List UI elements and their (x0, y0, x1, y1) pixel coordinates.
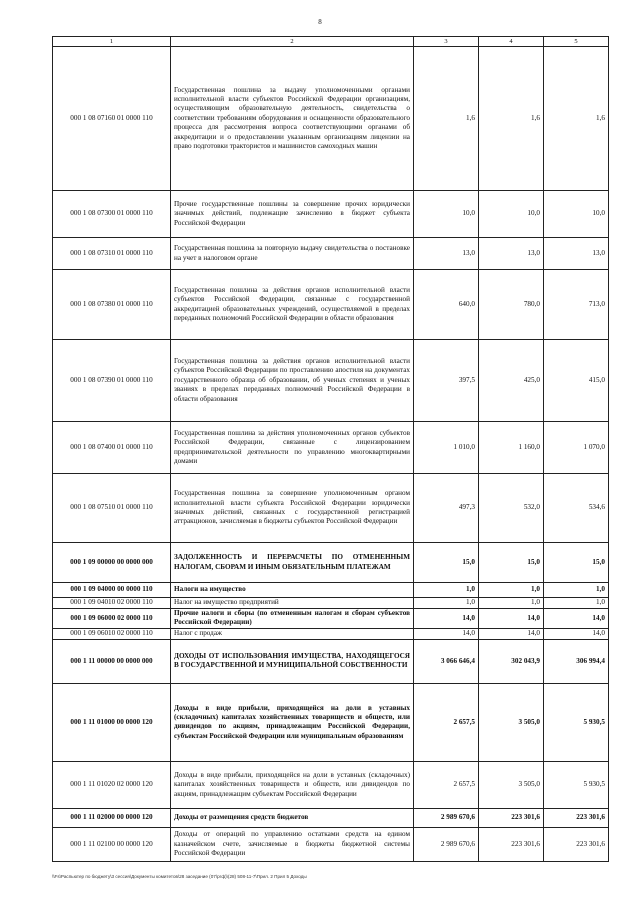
description-cell: Прочие налоги и сборы (по отмененным налогам и сборам субъектов Российской Федерации) (171, 609, 414, 629)
revenue-code-cell: 000 1 11 01020 02 0000 120 (53, 761, 171, 808)
value-cell-col5: 223 301,6 (544, 808, 609, 827)
table-row (53, 270, 609, 340)
revenue-code-cell: 000 1 08 07510 01 0000 110 (53, 474, 171, 543)
revenue-code-cell: 000 1 08 07380 01 0000 110 (53, 270, 171, 340)
table-row (53, 628, 609, 639)
description-cell: Государственная пошлина за выдачу уполномоченными органами исполнительной власти субъектов Российской Федерации организациям, осуществляющим образовательную деятельность, свидетельства о соответствии требованиям оборудования и оснащенности образовательного процесса для рассмотрения вопроса соответствующими органами об аккредитации и о предоставлении указанным организациям лицензии на право подготовки трактористов и машинистов самоходных машин (171, 47, 414, 191)
value-cell-col5: 5 930,5 (544, 761, 609, 808)
value-cell-col5: 1,6 (544, 47, 609, 191)
revenue-code-cell: 000 1 09 04010 02 0000 110 (53, 598, 171, 609)
revenue-code-cell: 000 1 08 07160 01 0000 110 (53, 47, 171, 191)
value-cell-col4: 223 301,6 (479, 808, 544, 827)
value-cell-col4: 302 043,9 (479, 639, 544, 683)
value-cell-col3: 10,0 (414, 191, 479, 238)
value-cell-col4: 13,0 (479, 238, 544, 270)
table-row (53, 827, 609, 861)
description-cell: Государственная пошлина за действия органов исполнительной власти субъектов Российской Федерации, связанные с государственной аккредитацией образовательных учреждений, осуществляемой в пределах переданных полномочий Российской Федерации в области образования (171, 270, 414, 340)
table-row (53, 683, 609, 761)
revenue-code-cell: 000 1 09 06000 02 0000 110 (53, 609, 171, 629)
description-cell: Налог с продаж (171, 628, 414, 639)
revenue-code-cell: 000 1 08 07390 01 0000 110 (53, 340, 171, 422)
value-cell-col3: 14,0 (414, 609, 479, 629)
description-cell: Доходы от размещения средств бюджетов (171, 808, 414, 827)
value-cell-col3: 15,0 (414, 543, 479, 583)
value-cell-col5: 14,0 (544, 628, 609, 639)
table-row (53, 238, 609, 270)
value-cell-col3: 1,6 (414, 47, 479, 191)
revenue-code-cell: 000 1 08 07310 01 0000 110 (53, 238, 171, 270)
table-row (53, 598, 609, 609)
value-cell-col4: 15,0 (479, 543, 544, 583)
value-cell-col3: 2 989 670,6 (414, 808, 479, 827)
description-cell: Доходы в виде прибыли, приходящейся на доли в уставных (складочных) капиталах хозяйственных товариществ и обществ, или дивидендов по акциям, принадлежащим субъектам Российской Федерации (171, 761, 414, 808)
value-cell-col3: 2 657,5 (414, 761, 479, 808)
description-cell: ЗАДОЛЖЕННОСТЬ И ПЕРЕРАСЧЕТЫ ПО ОТМЕНЕННЫМ НАЛОГАМ, СБОРАМ И ИНЫМ ОБЯЗАТЕЛЬНЫМ ПЛАТЕЖАМ (171, 543, 414, 583)
table-row (53, 609, 609, 629)
value-cell-col4: 3 505,0 (479, 761, 544, 808)
value-cell-col3: 640,0 (414, 270, 479, 340)
value-cell-col5: 10,0 (544, 191, 609, 238)
value-cell-col5: 14,0 (544, 609, 609, 629)
description-cell: ДОХОДЫ ОТ ИСПОЛЬЗОВАНИЯ ИМУЩЕСТВА, НАХОДЯЩЕГОСЯ В ГОСУДАРСТВЕННОЙ И МУНИЦИПАЛЬНОЙ СОБСТВЕННОСТИ (171, 639, 414, 683)
description-cell: Государственная пошлина за совершение уполномоченным органом исполнительной власти субъекта Российской Федерации юридически значимых действий, связанных с государственной регистрацией аттракционов, зачисляемая в бюджеты субъектов Российской Федерации (171, 474, 414, 543)
value-cell-col4: 3 505,0 (479, 683, 544, 761)
revenue-code-cell: 000 1 09 00000 00 0000 000 (53, 543, 171, 583)
table-row (53, 808, 609, 827)
column-header: 3 (414, 37, 479, 47)
value-cell-col3: 1 010,0 (414, 422, 479, 474)
description-cell: Налог на имущество предприятий (171, 598, 414, 609)
revenue-code-cell: 000 1 11 02100 00 0000 120 (53, 827, 171, 861)
revenue-code-cell: 000 1 09 04000 00 0000 110 (53, 583, 171, 598)
value-cell-col5: 15,0 (544, 543, 609, 583)
description-cell: Доходы в виде прибыли, приходящейся на доли в уставных (складочных) капиталах хозяйственных товариществ и обществ, или дивидендов по акциям, принадлежащим Российской Федерации, субъектам Российской Федерации или муниципальным образованиям (171, 683, 414, 761)
value-cell-col5: 223 301,6 (544, 827, 609, 861)
value-cell-col4: 1,6 (479, 47, 544, 191)
description-cell: Налоги на имущество (171, 583, 414, 598)
table-row (53, 191, 609, 238)
value-cell-col4: 1,0 (479, 598, 544, 609)
table-row (53, 761, 609, 808)
description-cell: Доходы от операций по управлению остатками средств на едином казначейском счете, зачисляемые в бюджеты бюджетной системы Российской Федерации (171, 827, 414, 861)
value-cell-col3: 2 989 670,6 (414, 827, 479, 861)
value-cell-col4: 425,0 (479, 340, 544, 422)
revenue-code-cell: 000 1 11 00000 00 0000 000 (53, 639, 171, 683)
revenue-code-cell: 000 1 11 02000 00 0000 120 (53, 808, 171, 827)
value-cell-col4: 14,0 (479, 609, 544, 629)
column-header: 4 (479, 37, 544, 47)
revenue-code-cell: 000 1 11 01000 00 0000 120 (53, 683, 171, 761)
table-header-row (53, 37, 609, 47)
value-cell-col3: 3 066 646,4 (414, 639, 479, 683)
value-cell-col4: 1,0 (479, 583, 544, 598)
value-cell-col4: 780,0 (479, 270, 544, 340)
column-header: 2 (171, 37, 414, 47)
description-cell: Прочие государственные пошлины за совершение прочих юридически значимых действий, подлежащие зачислению в бюджет субъекта Российской Федерации (171, 191, 414, 238)
value-cell-col5: 1 070,0 (544, 422, 609, 474)
value-cell-col4: 1 160,0 (479, 422, 544, 474)
description-cell: Государственная пошлина за действия органов исполнительной власти субъектов Российской Федерации по проставлению апостиля на документах государственного образца об образовании, об ученых степенях и ученых званиях в пределах переданных полномочий Российской Федерации в области образования (171, 340, 414, 422)
value-cell-col5: 1,0 (544, 598, 609, 609)
table-row (53, 422, 609, 474)
value-cell-col5: 713,0 (544, 270, 609, 340)
footer-path: \\Fs\Распьютер по бюджету\3 сессия\Документы комитетов\28 заседание (07\ргф)\(28) 508-11-7\Прил. 2 Прил 5 Доходы (52, 874, 307, 879)
value-cell-col3: 1,0 (414, 583, 479, 598)
value-cell-col4: 14,0 (479, 628, 544, 639)
revenue-code-cell: 000 1 08 07400 01 0000 110 (53, 422, 171, 474)
column-header: 1 (53, 37, 171, 47)
table-row (53, 639, 609, 683)
revenue-table (52, 36, 609, 862)
description-cell: Государственная пошлина за повторную выдачу свидетельства о постановке на учет в налоговом органе (171, 238, 414, 270)
value-cell-col5: 415,0 (544, 340, 609, 422)
value-cell-col3: 14,0 (414, 628, 479, 639)
value-cell-col5: 13,0 (544, 238, 609, 270)
description-cell: Государственная пошлина за действия уполномоченных органов субъектов Российской Федерации, связанные с лицензированием предпринимательской деятельности по управлению многоквартирными домами (171, 422, 414, 474)
value-cell-col3: 497,3 (414, 474, 479, 543)
value-cell-col4: 10,0 (479, 191, 544, 238)
value-cell-col3: 2 657,5 (414, 683, 479, 761)
value-cell-col5: 1,0 (544, 583, 609, 598)
table-row (53, 543, 609, 583)
table-body (53, 47, 609, 862)
revenue-code-cell: 000 1 08 07300 01 0000 110 (53, 191, 171, 238)
value-cell-col4: 223 301,6 (479, 827, 544, 861)
revenue-code-cell: 000 1 09 06010 02 0000 110 (53, 628, 171, 639)
value-cell-col3: 1,0 (414, 598, 479, 609)
column-header: 5 (544, 37, 609, 47)
value-cell-col4: 532,0 (479, 474, 544, 543)
value-cell-col3: 13,0 (414, 238, 479, 270)
table-row (53, 583, 609, 598)
value-cell-col3: 397,5 (414, 340, 479, 422)
page-number: 8 (318, 18, 322, 26)
table-row (53, 474, 609, 543)
table-row (53, 47, 609, 191)
table-row (53, 340, 609, 422)
value-cell-col5: 5 930,5 (544, 683, 609, 761)
value-cell-col5: 306 994,4 (544, 639, 609, 683)
value-cell-col5: 534,6 (544, 474, 609, 543)
